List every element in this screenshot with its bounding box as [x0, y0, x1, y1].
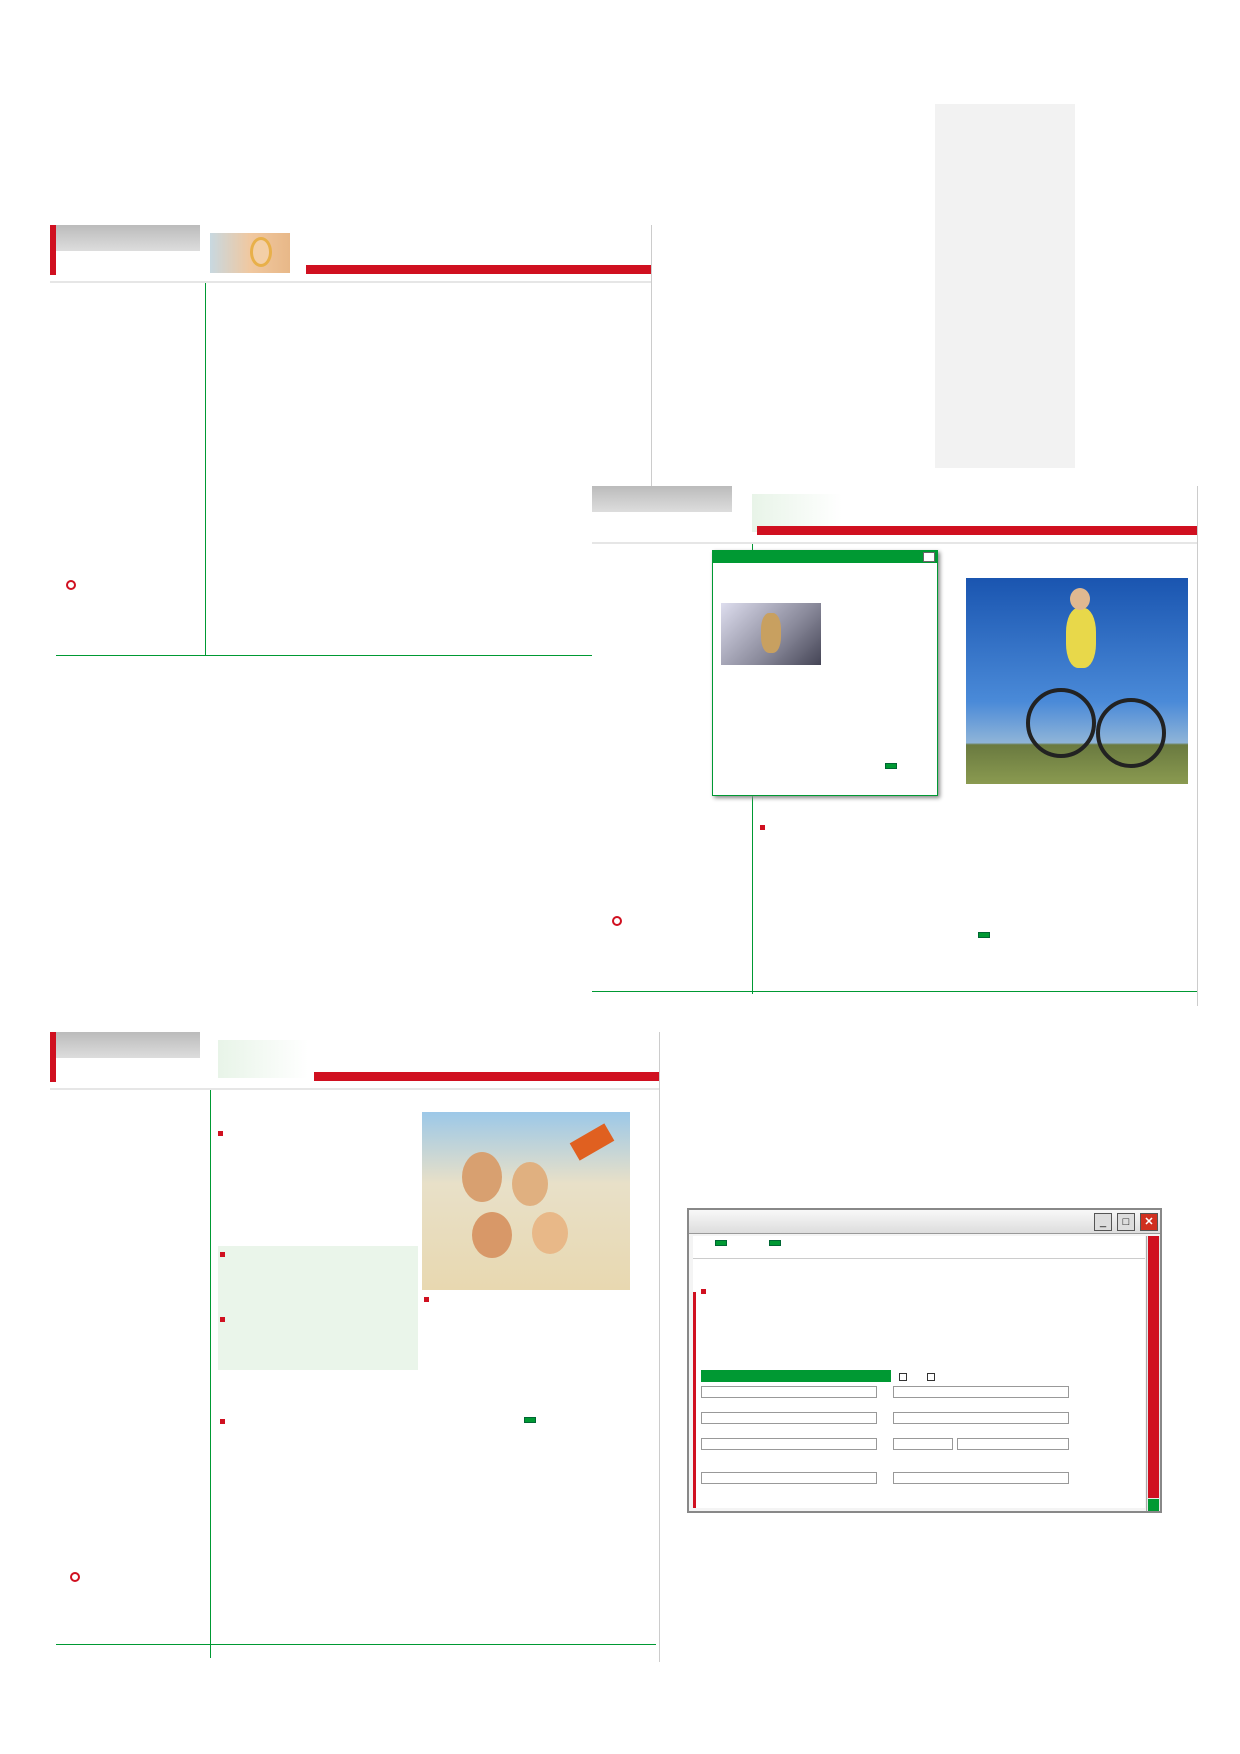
family-beach-photo	[422, 1112, 630, 1290]
subhead-3	[218, 1128, 227, 1140]
phone-bar	[306, 265, 651, 274]
pager	[220, 1390, 239, 1404]
file-list	[935, 104, 1075, 468]
offer-request-window	[687, 1208, 1162, 1513]
form-title	[701, 1286, 710, 1298]
salutation-row	[893, 1372, 938, 1384]
branche-input[interactable]	[893, 1472, 1069, 1484]
close-icon[interactable]: ✕	[1140, 1213, 1158, 1231]
popup-title	[713, 551, 937, 563]
info-box	[218, 1246, 418, 1370]
left-accent	[693, 1292, 696, 1508]
frau-checkbox[interactable]	[927, 1373, 935, 1381]
hdi-dot-icon-2	[612, 916, 622, 926]
rueckruf-banner-text	[752, 494, 842, 502]
herr-checkbox[interactable]	[899, 1373, 907, 1381]
beruf-input[interactable]	[701, 1472, 877, 1484]
phone-bar-3	[314, 1072, 659, 1081]
kombi-plus-popup	[712, 550, 938, 796]
cta-text	[220, 1416, 229, 1428]
company-logo	[50, 225, 200, 275]
popup-image	[721, 603, 821, 665]
box-head	[220, 1248, 229, 1260]
more-info-head	[760, 822, 769, 834]
page-title	[90, 48, 790, 50]
right-head-3	[424, 1294, 433, 1306]
callback-banner	[218, 1040, 308, 1078]
window-body	[693, 1236, 1145, 1508]
company-logo-2	[592, 486, 732, 536]
offer-request-button-3[interactable]	[524, 1417, 536, 1423]
ort-input[interactable]	[957, 1438, 1069, 1450]
street-input[interactable]	[701, 1438, 877, 1450]
site-header-3	[50, 1032, 659, 1090]
salutation-input[interactable]	[701, 1386, 877, 1398]
name-input[interactable]	[701, 1412, 877, 1424]
popup-close-button[interactable]	[885, 763, 897, 769]
close-window-button[interactable]	[769, 1240, 781, 1246]
callback-banner-text	[218, 1040, 308, 1048]
site-header-2	[592, 486, 1197, 544]
maximize-icon[interactable]: □	[1117, 1213, 1135, 1231]
minimize-icon[interactable]: _	[1094, 1213, 1112, 1231]
scrollbar[interactable]	[1146, 1236, 1160, 1511]
box-head-2	[220, 1314, 416, 1323]
print-button[interactable]	[715, 1240, 727, 1246]
offer-request-button[interactable]	[978, 932, 990, 938]
phone-bar-2	[757, 526, 1197, 535]
salutation-input-2[interactable]	[893, 1386, 1069, 1398]
site-header	[50, 225, 651, 283]
screenshot-kombi-plus	[50, 225, 652, 665]
header-photo	[210, 233, 290, 273]
plz-input[interactable]	[893, 1438, 953, 1450]
screenshot-gesetzlich	[50, 1032, 660, 1662]
hdi-dot-icon	[66, 580, 76, 590]
hdi-text	[212, 470, 416, 482]
hdi-dot-icon-3	[70, 1572, 80, 1582]
cyclist-photo	[966, 578, 1188, 784]
popup-close-icon[interactable]	[923, 552, 935, 562]
window-title	[689, 1210, 1160, 1234]
vorname-input[interactable]	[893, 1412, 1069, 1424]
company-logo-3	[50, 1032, 200, 1082]
absender-bar	[701, 1370, 891, 1382]
